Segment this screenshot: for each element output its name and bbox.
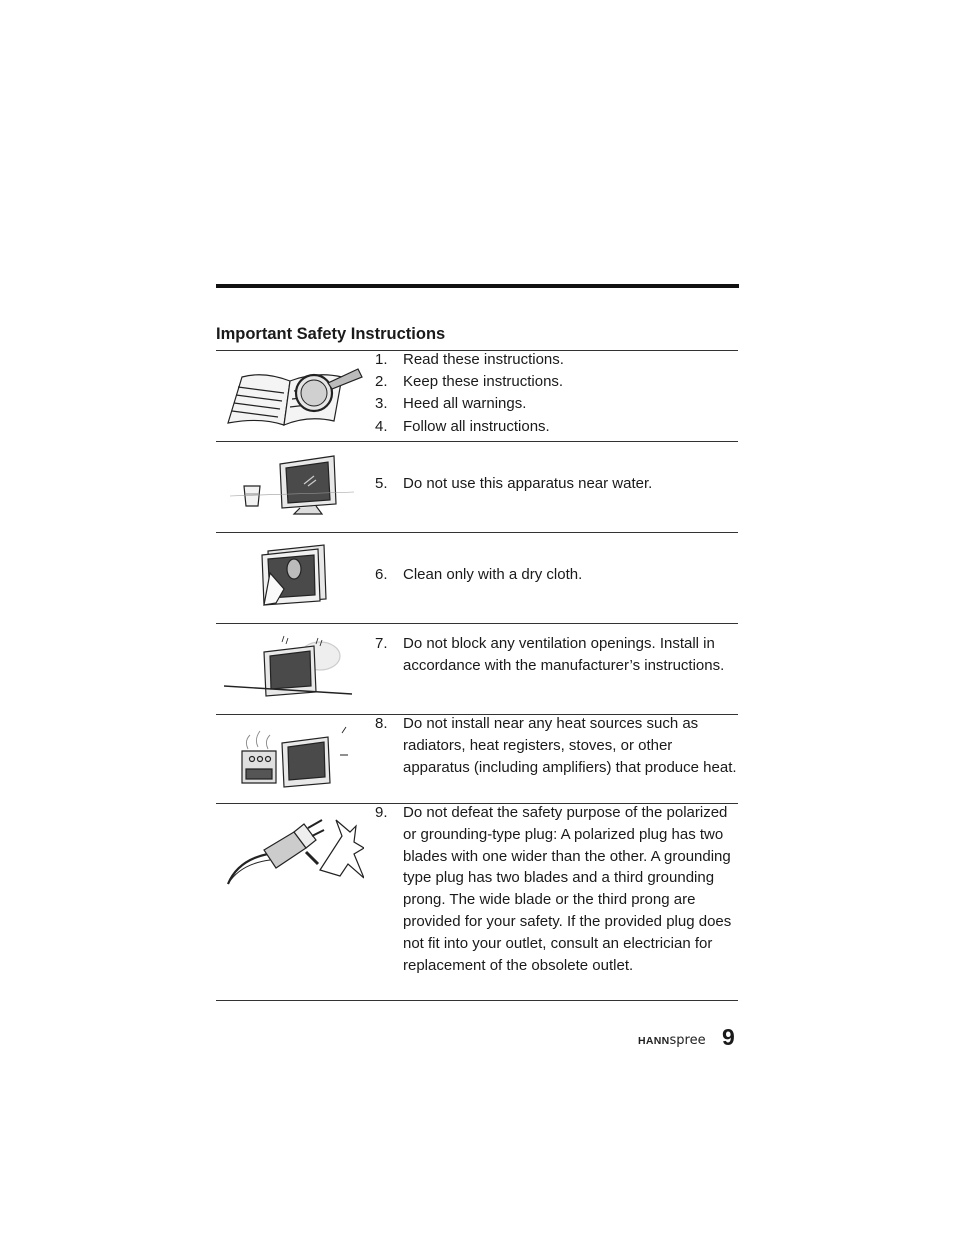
item-text: Clean only with a dry cloth. <box>403 566 583 583</box>
item-number: 4. <box>375 418 388 436</box>
item-text: Keep these instructions. <box>403 372 564 390</box>
list-item <box>375 416 738 438</box>
item-text: Follow all instructions. <box>403 418 550 436</box>
safety-row-6 <box>216 804 738 1001</box>
plug-icon <box>224 816 370 886</box>
item-number: 3. <box>375 394 388 412</box>
monitor-heat-icon <box>224 725 370 791</box>
instruction-list <box>375 349 738 438</box>
list-item <box>375 473 738 495</box>
item-number: 7. <box>375 635 388 652</box>
page-number: 9 <box>722 1024 735 1050</box>
safety-row-4 <box>216 624 738 715</box>
item-number: 6. <box>375 566 388 583</box>
item-text: Do not install near any heat sources such as radiators, heat registers, stoves, or other apparatus (including amplifiers) that produce heat. <box>403 715 737 776</box>
safety-table <box>216 350 738 1001</box>
section-title: Important Safety Instructions <box>216 325 446 343</box>
instruction-list <box>375 802 738 976</box>
instruction-list <box>375 633 738 677</box>
monitor-ventilation-icon <box>224 634 370 700</box>
brand-logo-light: spree <box>669 1033 706 1048</box>
item-text: Do not defeat the safety purpose of the polarized or grounding-type plug: A polarized plug has two blades with one wider than the other. A grounding type plug has two blades and a third grounding prong. The wide blade or the third prong are provided for your safety. If the provided plug does not fit into your outlet, consult an electrician for replacement of the obsolete outlet. <box>403 804 732 974</box>
item-text: Read these instructions. <box>403 351 564 368</box>
brand-logo-bold: HANN <box>638 1035 670 1047</box>
book-magnifier-icon <box>224 363 370 429</box>
monitor-water-icon <box>224 454 370 516</box>
monitor-cloth-icon <box>224 543 370 609</box>
item-number: 2. <box>375 372 388 390</box>
item-text: Do not use this apparatus near water. <box>403 475 653 492</box>
item-number: 5. <box>375 475 388 492</box>
safety-row-3 <box>216 533 738 624</box>
list-item <box>375 713 738 778</box>
safety-row-5 <box>216 715 738 804</box>
brand-logo <box>638 1032 706 1048</box>
item-number: 9. <box>375 804 388 821</box>
safety-row-1 <box>216 351 738 442</box>
instruction-list <box>375 473 738 495</box>
item-number: 8. <box>375 715 388 732</box>
top-rule <box>216 284 739 288</box>
safety-row-2 <box>216 442 738 533</box>
list-item <box>375 349 738 371</box>
item-text: Heed all warnings. <box>403 394 527 412</box>
instruction-list <box>375 564 738 586</box>
list-item <box>375 564 738 586</box>
list-item <box>375 371 738 393</box>
list-item <box>375 633 738 677</box>
item-number: 1. <box>375 351 388 368</box>
item-text: Do not block any ventilation openings. Install in accordance with the manufacturer’s instructions. <box>403 635 725 674</box>
list-item <box>375 393 738 415</box>
instruction-list <box>375 713 738 778</box>
list-item <box>375 802 738 976</box>
